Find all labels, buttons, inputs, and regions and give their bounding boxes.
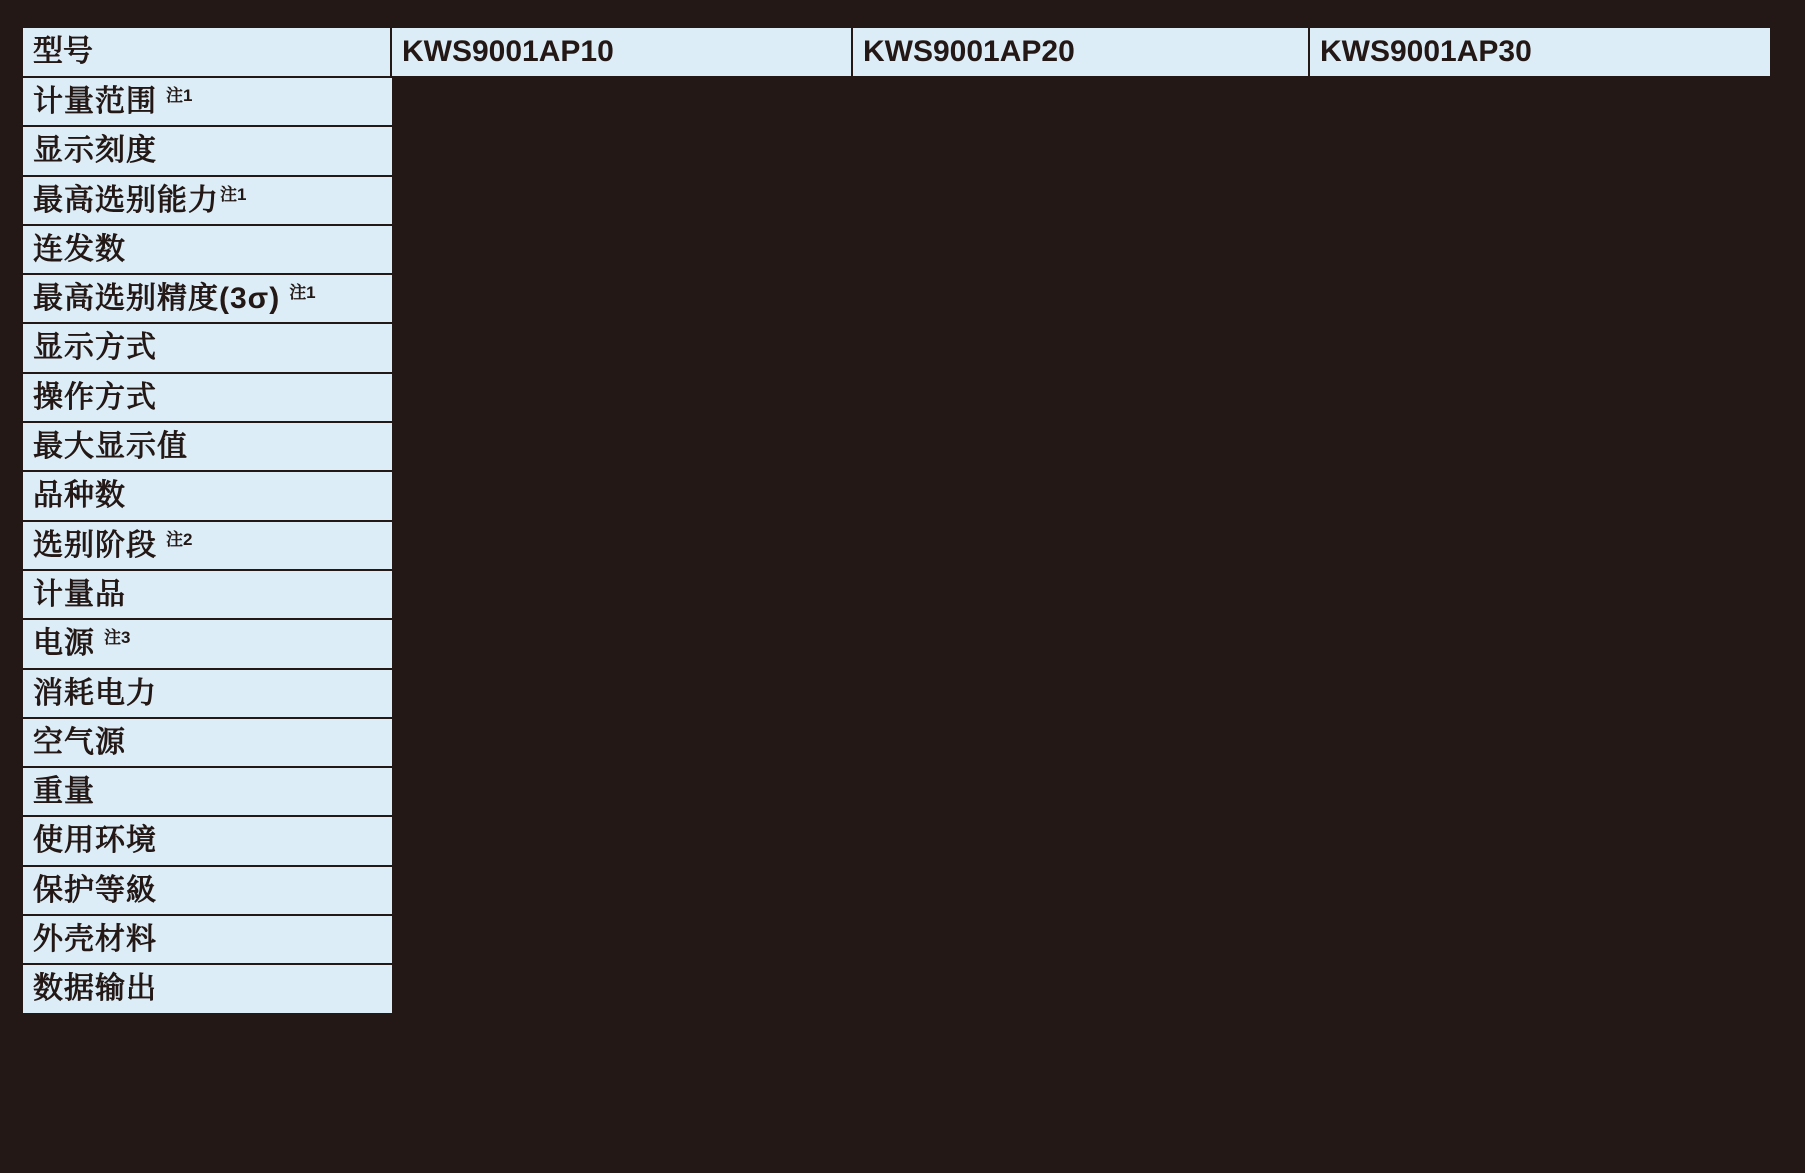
spec-row-label: 最大显示值 [33, 430, 188, 464]
spec-row-label: 操作方式 [33, 380, 157, 414]
spec-row [23, 226, 392, 275]
spec-row-label: 计量范围 [33, 85, 157, 118]
spec-row-label: 显示方式 [33, 331, 157, 365]
spec-row-note: 注3 [104, 628, 131, 648]
spec-row-label: 重量 [33, 775, 95, 809]
spec-row [23, 719, 392, 768]
spec-row [23, 670, 392, 719]
spec-row-label: 品种数 [33, 479, 126, 513]
spec-row-label: 选别阶段 [33, 528, 157, 562]
spec-row [23, 571, 392, 620]
spec-row [23, 916, 392, 965]
spec-row-label: 连发数 [33, 232, 126, 266]
spec-row-label: 消耗电力 [33, 676, 157, 710]
spec-row-note: 注1 [220, 184, 247, 204]
spec-row-label: 数据输出 [33, 972, 157, 1006]
spec-row [23, 768, 392, 817]
row-labels-column [23, 78, 392, 1015]
spec-table [23, 28, 1770, 1015]
spec-row-label: 显示刻度 [33, 134, 157, 168]
spec-row [23, 127, 392, 176]
spec-row-label: 空气源 [33, 725, 126, 759]
spec-row-note: 注1 [166, 86, 193, 105]
spec-row [23, 78, 392, 127]
spec-row-label: 计量品 [33, 577, 126, 611]
spec-row [23, 620, 392, 669]
header-cell-model-2: KWS9001AP20 [853, 28, 1310, 76]
spec-row [23, 423, 392, 472]
spec-row [23, 472, 392, 521]
spec-row-note: 注1 [289, 283, 316, 303]
spec-row [23, 177, 392, 226]
header-cell-model-label: 型号 [23, 28, 392, 76]
spec-row-label: 保护等級 [33, 873, 157, 907]
spec-row [23, 965, 392, 1014]
header-cell-model-3: KWS9001AP30 [1310, 28, 1770, 76]
spec-row [23, 374, 392, 423]
spec-row [23, 522, 392, 571]
spec-row [23, 867, 392, 916]
spec-row-label: 使用环境 [33, 824, 157, 858]
spec-row-note: 注2 [166, 529, 193, 549]
spec-row [23, 817, 392, 866]
spec-row-label: 最高选别能力 [33, 183, 219, 217]
spec-row-label: 电源 [33, 627, 95, 661]
header-cell-model-1: KWS9001AP10 [392, 28, 853, 76]
spec-row-label: 最高选别精度(3σ) [33, 282, 281, 316]
table-header-row [23, 28, 1770, 78]
spec-row [23, 275, 392, 324]
spec-row [23, 324, 392, 373]
spec-row-label: 外壳材料 [33, 923, 157, 957]
